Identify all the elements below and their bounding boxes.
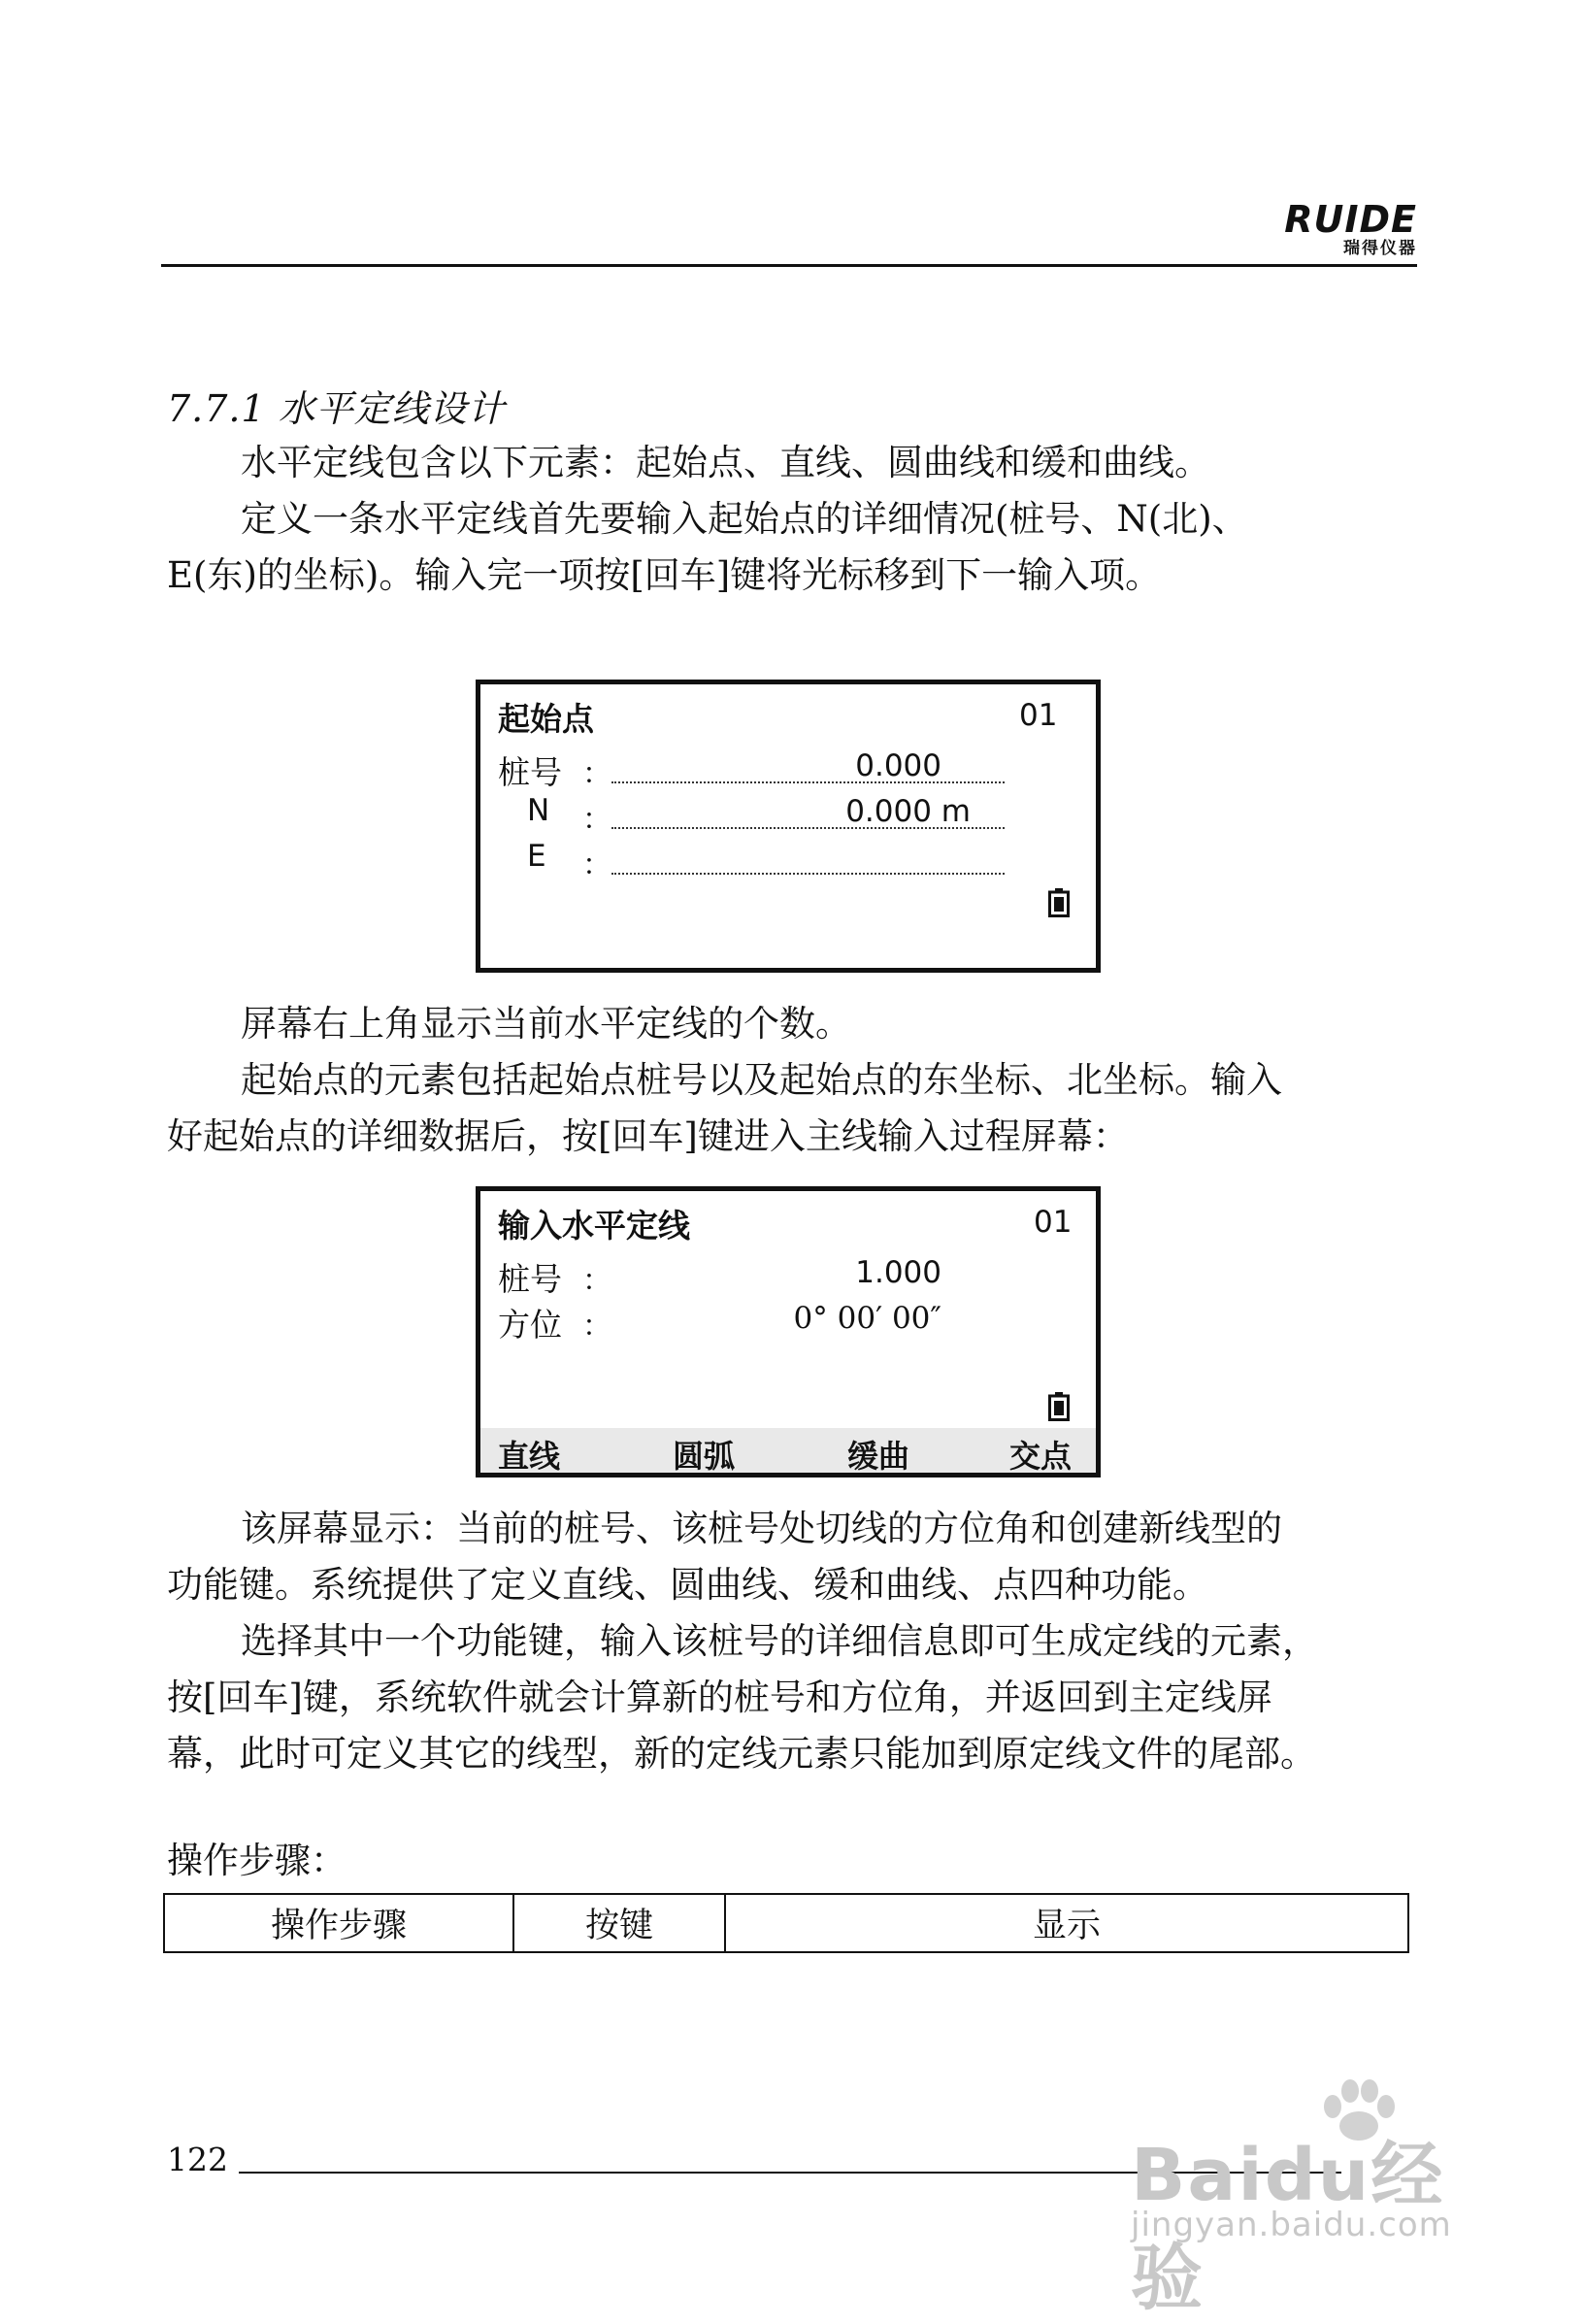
header-rule <box>161 264 1417 267</box>
softkey-line[interactable]: 直线 <box>498 1438 561 1475</box>
steps-label: 操作步骤： <box>167 1840 347 1881</box>
field-label-east: E <box>527 839 546 874</box>
table-header-display: 显示 <box>725 1894 1408 1952</box>
screen-count: 01 <box>1019 698 1058 733</box>
field-value-north[interactable]: 0.000 m <box>845 794 971 829</box>
table-header-row <box>164 1894 1408 1952</box>
paragraph-6 <box>167 1613 1400 1782</box>
paragraph-5-line-1: 该屏幕显示：当前的桩号、该桩号处切线的方位角和创建新线型的 <box>241 1508 1282 1549</box>
paragraph-1 <box>167 435 1400 491</box>
watermark <box>1131 2077 1500 2320</box>
paragraph-3 <box>167 996 1400 1052</box>
paragraph-2-line-1: 定义一条水平定线首先要输入起始点的详细情况(桩号、N(北)、 <box>241 498 1248 540</box>
paragraph-6-line-3: 幕，此时可定义其它的线型，新的定线元素只能加到原定线文件的尾部。 <box>167 1733 1316 1775</box>
paragraph-4 <box>167 1052 1400 1165</box>
battery-icon <box>1048 1392 1070 1421</box>
field-value-station[interactable]: 0.000 <box>855 748 941 783</box>
field-colon: ： <box>582 803 611 837</box>
screen-title: 输入水平定线 <box>498 1207 690 1245</box>
table-header-step: 操作步骤 <box>164 1894 513 1952</box>
field-value-azimuth: 0° 00′ 00″ <box>793 1301 941 1336</box>
lcd-screen-horizontal-alignment <box>476 1186 1101 1477</box>
field-colon: ： <box>582 1310 611 1344</box>
screen-count: 01 <box>1034 1205 1073 1240</box>
field-value-station: 1.000 <box>855 1255 941 1290</box>
lcd-screen-start-point <box>476 680 1101 973</box>
field-colon: ： <box>582 848 611 882</box>
watermark-text: Baidu经验 <box>1131 2134 1445 2320</box>
paragraph-4-line-1: 起始点的元素包括起始点桩号以及起始点的东坐标、北坐标。输入 <box>241 1059 1282 1101</box>
field-label-north: N <box>527 793 550 828</box>
softkey-bar <box>480 1428 1096 1473</box>
paragraph-2 <box>167 491 1400 604</box>
paragraph-4-line-2: 好起始点的详细数据后，按[回车]键进入主线输入过程屏幕： <box>167 1115 1129 1157</box>
field-label-azimuth: 方位 <box>498 1306 562 1344</box>
steps-table <box>163 1893 1409 1953</box>
softkey-intersection[interactable]: 交点 <box>1009 1438 1073 1475</box>
paragraph-1-text: 水平定线包含以下元素：起始点、直线、圆曲线和缓和曲线。 <box>241 442 1210 483</box>
field-label-station: 桩号 <box>498 1260 562 1298</box>
brand-subtitle: 瑞得仪器 <box>1343 239 1417 258</box>
softkey-arc[interactable]: 圆弧 <box>673 1438 736 1475</box>
brand-name: RUIDE <box>1284 198 1417 241</box>
field-colon: ： <box>582 757 611 791</box>
paragraph-5 <box>167 1501 1400 1613</box>
brand-logo <box>1262 200 1417 262</box>
screen-title: 起始点 <box>498 700 594 738</box>
field-underline <box>611 873 1005 875</box>
battery-icon <box>1048 888 1070 917</box>
paragraph-5-line-2: 功能键。系统提供了定义直线、圆曲线、缓和曲线、点四种功能。 <box>167 1564 1208 1606</box>
paragraph-6-line-2: 按[回车]键，系统软件就会计算新的桩号和方位角，并返回到主定线屏 <box>167 1677 1272 1718</box>
field-label-station: 桩号 <box>498 753 562 791</box>
watermark-url: jingyan.baidu.com <box>1131 2206 1452 2244</box>
section-title: 7.7.1 水平定线设计 <box>167 387 506 430</box>
field-colon: ： <box>582 1264 611 1298</box>
paragraph-2-line-2: E(东)的坐标)。输入完一项按[回车]键将光标移到下一输入项。 <box>167 554 1162 596</box>
table-header-key: 按键 <box>513 1894 725 1952</box>
paragraph-3-text: 屏幕右上角显示当前水平定线的个数。 <box>241 1003 851 1045</box>
paragraph-6-line-1: 选择其中一个功能键，输入该桩号的详细信息即可生成定线的元素， <box>241 1620 1318 1662</box>
page-number: 122 <box>167 2141 228 2178</box>
softkey-spiral[interactable]: 缓曲 <box>847 1438 910 1475</box>
